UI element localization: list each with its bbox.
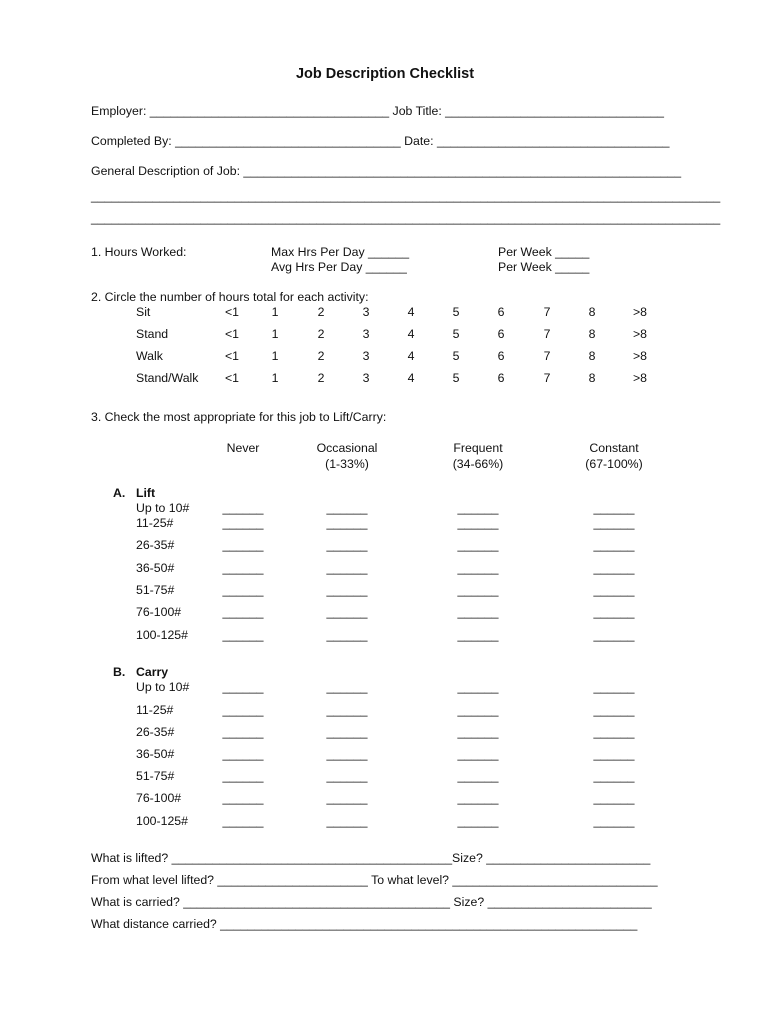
hour-option: 8	[588, 327, 596, 341]
check-blank: ______	[457, 583, 499, 597]
weight-label: 100-125#	[136, 814, 188, 828]
check-blank: ______	[457, 628, 499, 642]
check-blank: ______	[326, 725, 368, 739]
check-blank: ______	[593, 516, 635, 530]
check-blank: ______	[457, 561, 499, 575]
check-blank: ______	[457, 747, 499, 761]
hour-option: 7	[543, 371, 551, 385]
check-blank: ______	[457, 538, 499, 552]
check-blank: ______	[326, 516, 368, 530]
check-blank: ______	[593, 583, 635, 597]
check-blank: ______	[326, 561, 368, 575]
distance-carried-field: What distance carried? _____________________________________________________________	[91, 917, 638, 931]
what-lifted-field: What is lifted? _________________________________________Size? ________________________	[91, 851, 651, 865]
hour-option: 7	[543, 349, 551, 363]
weight-label: Up to 10#	[136, 501, 190, 515]
check-blank: ______	[326, 605, 368, 619]
avg-hrs-field: Avg Hrs Per Day ______	[271, 260, 407, 274]
hour-option: <1	[224, 327, 240, 341]
hour-option: 3	[362, 305, 370, 319]
column-header: Constant	[589, 441, 639, 455]
hour-option: 6	[497, 305, 505, 319]
page-title: Job Description Checklist	[295, 66, 475, 82]
column-range: (34-66%)	[452, 457, 504, 471]
hour-option: 4	[407, 371, 415, 385]
hour-option: <1	[224, 371, 240, 385]
weight-label: 36-50#	[136, 747, 175, 761]
hour-option: 5	[452, 305, 460, 319]
column-header: Frequent	[453, 441, 503, 455]
hour-option: 6	[497, 371, 505, 385]
check-blank: ______	[222, 814, 264, 828]
check-blank: ______	[593, 605, 635, 619]
check-blank: ______	[457, 516, 499, 530]
check-blank: ______	[222, 747, 264, 761]
hour-option: 2	[317, 371, 325, 385]
check-blank: ______	[326, 814, 368, 828]
check-blank: ______	[326, 769, 368, 783]
section-letter: A.	[113, 486, 126, 500]
check-blank: ______	[457, 703, 499, 717]
check-blank: ______	[222, 605, 264, 619]
hour-option: 1	[271, 371, 279, 385]
check-blank: ______	[222, 703, 264, 717]
carry-heading: Carry	[136, 665, 169, 679]
per-week-field: Per Week _____	[498, 245, 590, 259]
weight-label: 51-75#	[136, 769, 175, 783]
weight-label: Up to 10#	[136, 680, 190, 694]
hour-option: 4	[407, 349, 415, 363]
max-hrs-field: Max Hrs Per Day ______	[271, 245, 410, 259]
hours-worked-label: 1. Hours Worked:	[91, 245, 187, 259]
weight-label: 11-25#	[136, 703, 174, 717]
check-blank: ______	[222, 538, 264, 552]
check-blank: ______	[326, 628, 368, 642]
check-blank: ______	[457, 680, 499, 694]
hour-option: 5	[452, 327, 460, 341]
check-blank: ______	[457, 605, 499, 619]
activity-label: Walk	[136, 349, 163, 363]
check-blank: ______	[593, 791, 635, 805]
circle-hours-label: 2. Circle the number of hours total for each activity:	[91, 290, 369, 304]
hour-option: 4	[407, 327, 415, 341]
check-blank: ______	[222, 561, 264, 575]
check-blank: ______	[222, 583, 264, 597]
weight-label: 76-100#	[136, 791, 182, 805]
check-blank: ______	[222, 791, 264, 805]
hour-option: 1	[271, 327, 279, 341]
check-blank: ______	[593, 538, 635, 552]
hour-option: 3	[362, 327, 370, 341]
hour-option: 8	[588, 349, 596, 363]
activity-label: Sit	[136, 305, 151, 319]
column-header: Never	[226, 441, 260, 455]
hour-option: 4	[407, 305, 415, 319]
hour-option: 8	[588, 305, 596, 319]
check-blank: ______	[326, 680, 368, 694]
hour-option: 6	[497, 349, 505, 363]
section-letter: B.	[113, 665, 126, 679]
activity-label: Stand	[136, 327, 169, 341]
hour-option: <1	[224, 305, 240, 319]
check-blank: ______	[593, 703, 635, 717]
check-blank: ______	[222, 680, 264, 694]
hour-option: 1	[271, 305, 279, 319]
check-blank: ______	[457, 501, 499, 515]
hour-option: 7	[543, 327, 551, 341]
hour-option: 5	[452, 371, 460, 385]
check-blank: ______	[457, 725, 499, 739]
lift-heading: Lift	[136, 486, 156, 500]
column-range: (1-33%)	[325, 457, 369, 471]
hour-option: 1	[271, 349, 279, 363]
employer-field: Employer: ___________________________________ Job Title: ________________________________	[91, 104, 665, 118]
weight-label: 26-35#	[136, 538, 175, 552]
check-blank: ______	[222, 628, 264, 642]
check-blank: ______	[222, 725, 264, 739]
check-blank: ______	[326, 791, 368, 805]
general-description-field: General Description of Job: ________________________________________________________________	[91, 164, 682, 178]
hour-option: >8	[632, 371, 648, 385]
check-blank: ______	[593, 814, 635, 828]
weight-label: 100-125#	[136, 628, 188, 642]
weight-label: 36-50#	[136, 561, 175, 575]
blank-line: ____________________________________________________________________________________________	[91, 189, 721, 203]
check-blank: ______	[457, 814, 499, 828]
weight-label: 76-100#	[136, 605, 182, 619]
hour-option: 7	[543, 305, 551, 319]
check-blank: ______	[593, 725, 635, 739]
check-blank: ______	[457, 791, 499, 805]
hour-option: 6	[497, 327, 505, 341]
hour-option: >8	[632, 349, 648, 363]
weight-label: 51-75#	[136, 583, 175, 597]
check-blank: ______	[326, 747, 368, 761]
weight-label: 26-35#	[136, 725, 175, 739]
hour-option: >8	[632, 327, 648, 341]
check-blank: ______	[593, 501, 635, 515]
hour-option: 5	[452, 349, 460, 363]
what-carried-field: What is carried? _______________________________________ Size? ________________________	[91, 895, 652, 909]
check-blank: ______	[326, 538, 368, 552]
check-blank: ______	[326, 501, 368, 515]
check-blank: ______	[593, 680, 635, 694]
column-header: Occasional	[316, 441, 378, 455]
completed-by-field: Completed By: _________________________________ Date: __________________________________	[91, 134, 670, 148]
check-blank: ______	[326, 583, 368, 597]
lift-carry-label: 3. Check the most appropriate for this job to Lift/Carry:	[91, 410, 387, 424]
hour-option: 2	[317, 305, 325, 319]
check-blank: ______	[457, 769, 499, 783]
hour-option: 3	[362, 349, 370, 363]
check-blank: ______	[593, 769, 635, 783]
check-blank: ______	[222, 501, 264, 515]
check-blank: ______	[222, 516, 264, 530]
hour-option: 2	[317, 327, 325, 341]
check-blank: ______	[326, 703, 368, 717]
check-blank: ______	[593, 747, 635, 761]
per-week-field: Per Week _____	[498, 260, 590, 274]
column-range: (67-100%)	[585, 457, 643, 471]
check-blank: ______	[593, 628, 635, 642]
check-blank: ______	[222, 769, 264, 783]
hour-option: <1	[224, 349, 240, 363]
hour-option: 8	[588, 371, 596, 385]
blank-line: ____________________________________________________________________________________________	[91, 211, 721, 225]
weight-label: 11-25#	[136, 516, 174, 530]
check-blank: ______	[593, 561, 635, 575]
hour-option: 2	[317, 349, 325, 363]
from-level-field: From what level lifted? ______________________ To what level? ______________________________	[91, 873, 658, 887]
activity-label: Stand/Walk	[136, 371, 199, 385]
hour-option: 3	[362, 371, 370, 385]
hour-option: >8	[632, 305, 648, 319]
